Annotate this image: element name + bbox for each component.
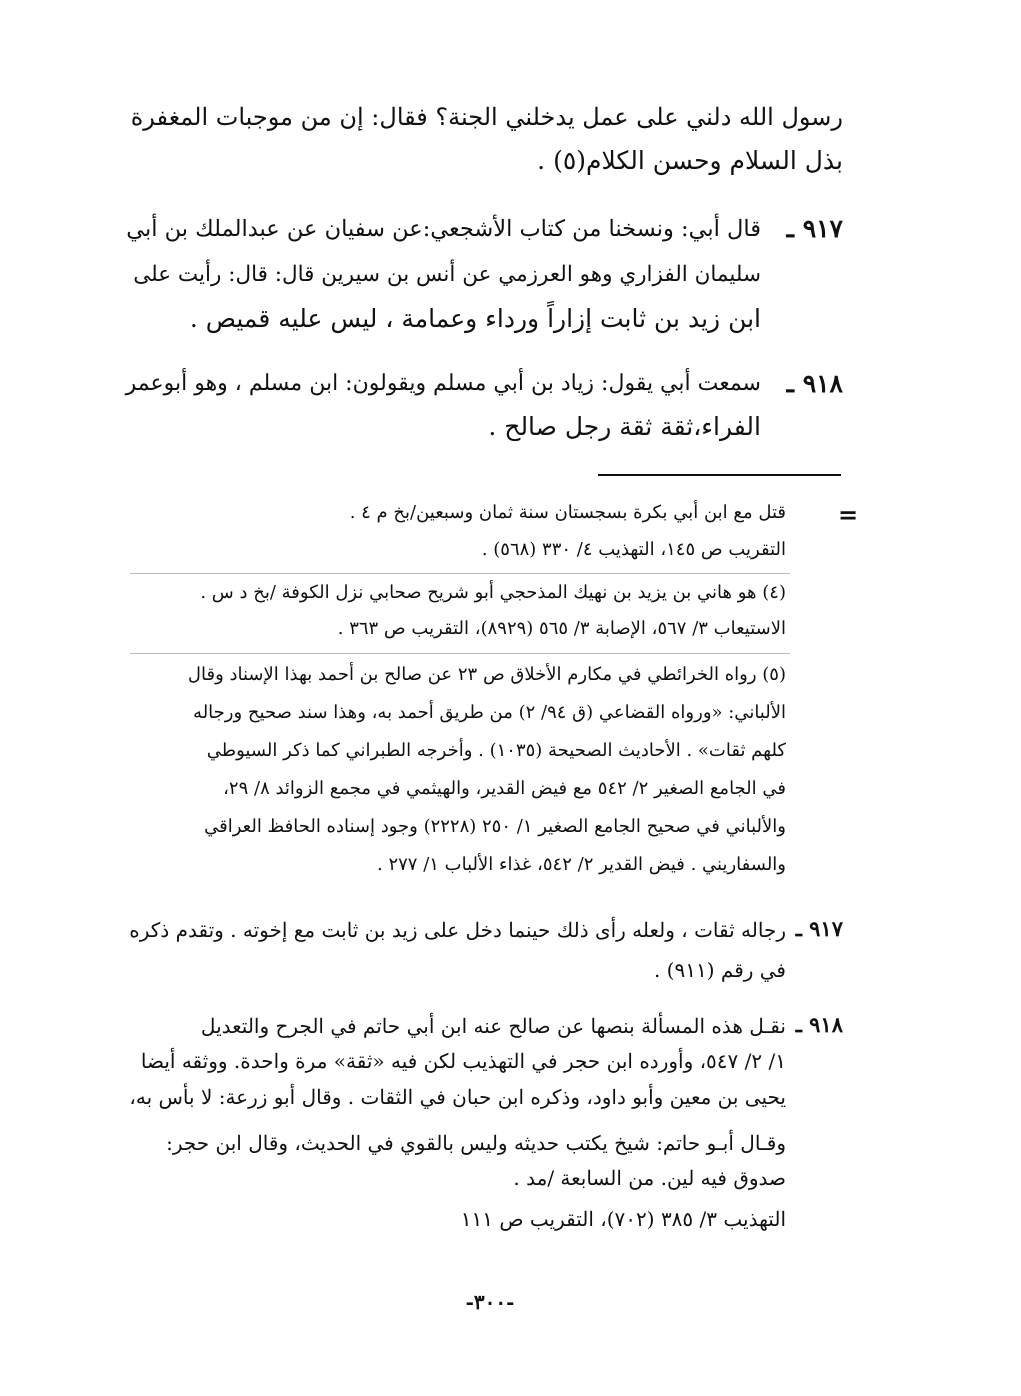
footnote-line: في الجامع الصغير ٢/ ٥٤٢ مع فيض القدير، والهيثمي في مجمع الزوائد ٨/ ٢٩،	[223, 778, 786, 799]
entry-917-line: قال أبي: ونسخنا من كتاب الأشجعي:عن سفيان عن عبدالملك بن أبي	[126, 216, 761, 242]
commentary-918-line: ١/ ٢/ ٥٤٧، وأورده ابن حجر في التهذيب لكن فيه «ثقة» مرة واحدة. ووثقه أيضا	[140, 1049, 786, 1073]
footnote-line: الاستيعاب ٣/ ٥٦٧، الإصابة ٣/ ٥٦٥ (٨٩٢٩)، التقريب ص ٣٦٣ .	[337, 618, 786, 639]
footnote-line: (٤) هو هاني بن يزيد بن نهيك المذحجي أبو شريح صحابي نزل الكوفة /بخ د س .	[200, 582, 786, 603]
footnote-divider	[130, 653, 790, 654]
entry-918-line: الفراء،ثقة ثقة رجل صالح .	[488, 412, 761, 441]
main-text-line: بذل السلام وحسن الكلام(٥) .	[537, 146, 843, 175]
footnote-line: قتل مع ابن أبي بكرة بسجستان سنة ثمان وسبعين/بخ م ٤ .	[349, 502, 786, 523]
footnote-line: الألباني: «ورواه القضاعي (ق ٩٤/ ٢) من طريق أحمد به، وهذا سند صحيح ورجاله	[193, 702, 786, 723]
commentary-917-line: رجاله ثقات ، ولعله رأى ذلك حينما دخل على زيد بن ثابت مع إخوته . وتقدم ذكره	[129, 918, 786, 942]
entry-number-918: ٩١٨ ـ	[786, 369, 843, 398]
entry-918-line: سمعت أبي يقول: زياد بن أبي مسلم ويقولون: ابن مسلم ، وهو أبوعمر	[125, 371, 761, 396]
footnote-line: والألباني في صحيح الجامع الصغير ١/ ٢٥٠ (٢٢٢٨) وجود إسناده الحافظ العراقي	[204, 816, 786, 837]
footnote-separator	[598, 474, 841, 476]
page-number: -٣٠٠-	[465, 1290, 515, 1314]
commentary-918-line: يحيى بن معين وأبو داود، وذكره ابن حبان في الثقات . وقال أبو زرعة: لا بأس به،	[129, 1085, 786, 1109]
footnote-line: التقريب ص ١٤٥، التهذيب ٤/ ٣٣٠ (٥٦٨) .	[481, 539, 786, 560]
commentary-918-line: وقـال أبـو حاتم: شيخ يكتب حديثه وليس بالقوي في الحديث، وقال ابن حجر:	[166, 1131, 786, 1155]
commentary-number-917: ٩١٧ ـ	[795, 916, 843, 941]
commentary-918-line: صدوق فيه لين. من السابعة /مد .	[513, 1166, 786, 1190]
entry-917-line: ابن زيد بن ثابت إزاراً ورداء وعمامة ، ليس عليه قميص .	[189, 304, 761, 333]
commentary-918-line: نقـل هذه المسألة بنصها عن صالح عنه ابن أبي حاتم في الجرح والتعديل	[200, 1014, 786, 1038]
main-text-line: رسول الله دلني على عمل يدخلني الجنة؟ فقال: إن من موجبات المغفرة	[130, 103, 843, 131]
footnote-line: كلهم ثقات» . الأحاديث الصحيحة (١٠٣٥) . وأخرجه الطبراني كما ذكر السيوطي	[206, 740, 786, 761]
footnote-line: (٥) رواه الخرائطي في مكارم الأخلاق ص ٢٣ عن صالح بن أحمد بهذا الإسناد وقال	[187, 664, 786, 685]
entry-917-line: سليمان الفزاري وهو العرزمي عن أنس بن سيرين قال: قال: رأيت على	[133, 262, 761, 287]
commentary-917-line: في رقم (٩١١) .	[653, 958, 786, 982]
commentary-918-line: التهذيب ٣/ ٣٨٥ (٧٠٢)، التقريب ص ١١١	[460, 1207, 786, 1231]
entry-number-917: ٩١٧ ـ	[786, 214, 843, 243]
continuation-mark: =	[838, 500, 859, 529]
footnote-divider	[130, 573, 790, 574]
footnote-line: والسفاريني . فيض القدير ٢/ ٥٤٢، غذاء الألباب ١/ ٢٧٧ .	[377, 854, 786, 875]
commentary-number-918: ٩١٨ ـ	[795, 1012, 843, 1037]
